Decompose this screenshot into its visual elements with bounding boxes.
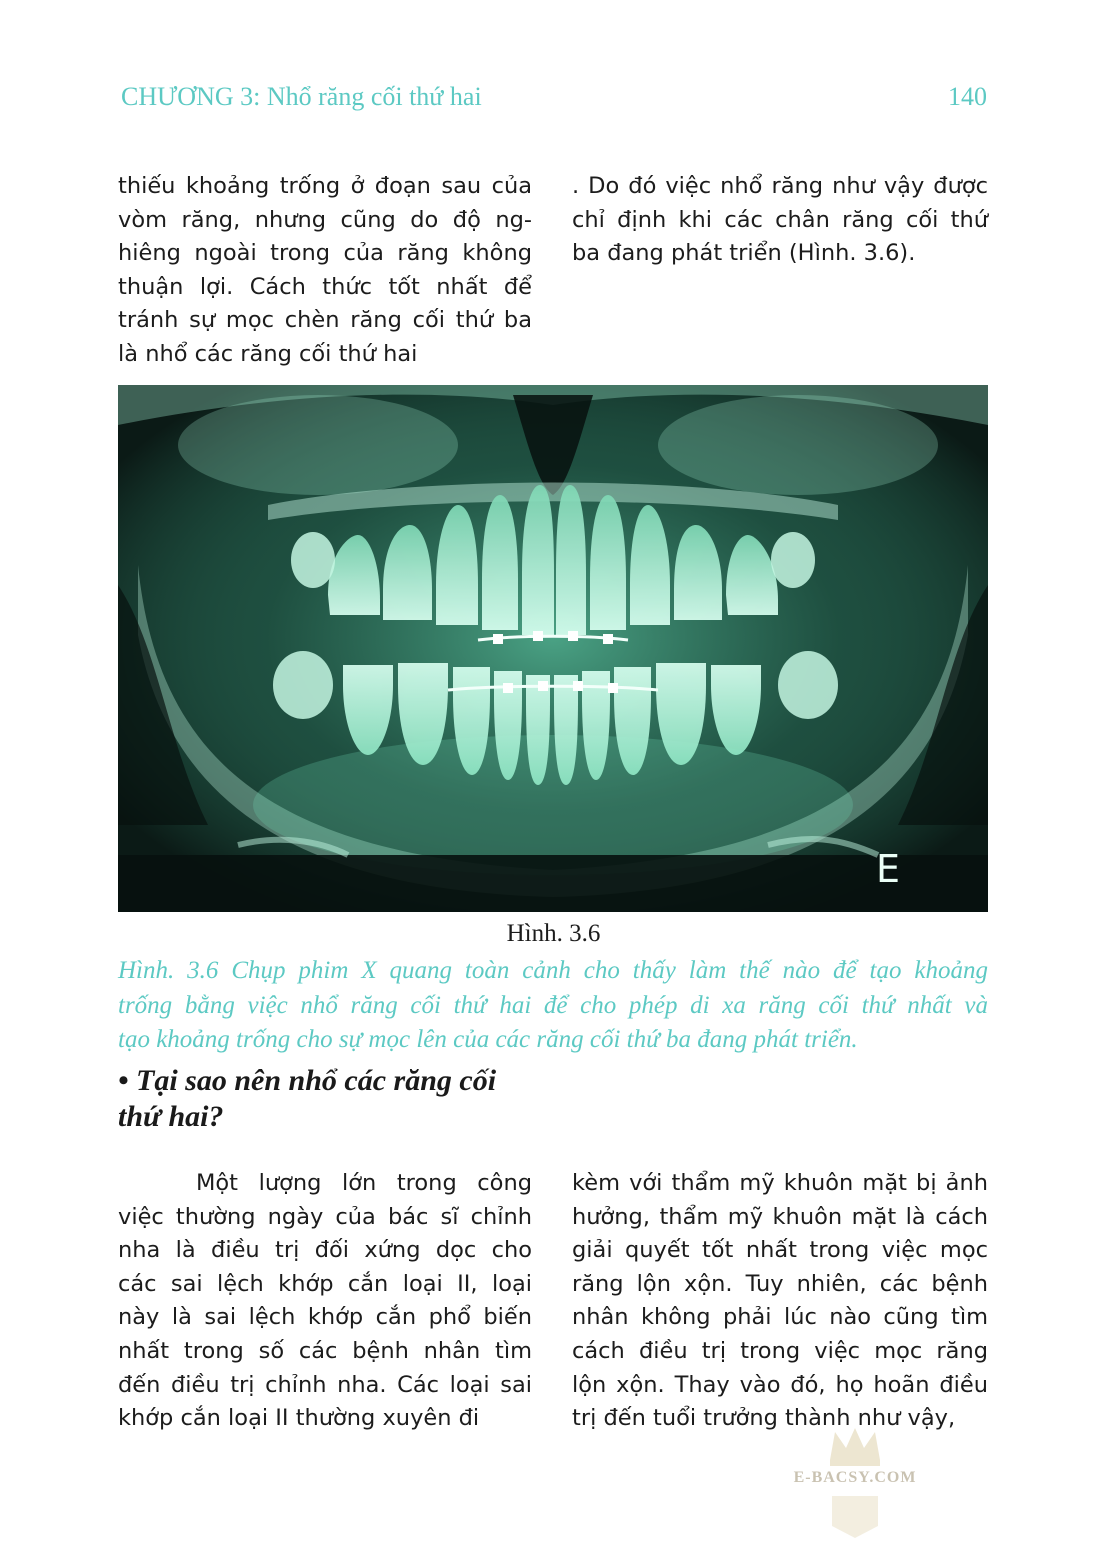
bottom-left-column xyxy=(118,1167,532,1436)
text-line: . Do đó việc nhổ răng như vậy được xyxy=(572,173,988,199)
text-line: việc thường ngày của bác sĩ chỉnh xyxy=(118,1203,532,1230)
text-line: cách điều trị trong việc mọc răng xyxy=(572,1337,988,1364)
figure-caption xyxy=(118,954,988,1058)
top-right-column xyxy=(572,170,988,271)
text-line: thuận lợi. Cách thức tốt nhất để xyxy=(118,273,532,300)
watermark-text: E-BACSY.COM xyxy=(793,1469,917,1486)
text-line: Một lượng lớn trong công xyxy=(196,1170,532,1196)
page-number: 140 xyxy=(948,82,987,111)
text-line: răng lộn xộn. Tuy nhiên, các bệnh xyxy=(572,1270,988,1297)
chapter-title: CHƯƠNG 3: Nhổ răng cối thứ hai xyxy=(121,82,482,111)
text-line: đến điều trị chỉnh nha. Các loại sai xyxy=(118,1371,532,1398)
bottom-right-column xyxy=(572,1167,988,1436)
text-line: nhất trong số các bệnh nhân tìm xyxy=(118,1337,532,1364)
text-line: nha là điều trị đối xứng dọc cho xyxy=(118,1237,532,1264)
figure-label: Hình. 3.6 xyxy=(506,920,601,947)
text-line: này là sai lệch khớp cắn phổ biến xyxy=(118,1304,532,1331)
watermark-logo xyxy=(790,1400,920,1540)
text-line: lộn xộn. Thay vào đó, họ hoãn điều xyxy=(572,1371,988,1398)
caption-line: Hình. 3.6 Chụp phim X quang toàn cảnh cho thấy làm thế nào để tạo khoảng xyxy=(118,957,988,984)
text-line: là nhổ các răng cối thứ hai xyxy=(118,340,418,367)
text-line: vòm răng, nhưng cũng do độ ng- xyxy=(118,206,532,233)
text-line: tránh sự mọc chèn răng cối thứ ba xyxy=(118,307,532,334)
page-header xyxy=(121,82,987,116)
caption-line: trống bằng việc nhổ răng cối thứ hai để cho phép di xa răng cối thứ nhất và xyxy=(118,991,988,1019)
text-line: khớp cắn loại II thường xuyên đi xyxy=(118,1405,480,1432)
text-line: thiếu khoảng trống ở đoạn sau của xyxy=(118,173,532,199)
text-line: trị đến tuổi trưởng thành như vậy, xyxy=(572,1405,956,1432)
text-line: các sai lệch khớp cắn loại II, loại xyxy=(118,1270,532,1297)
text-line: chỉ định khi các chân răng cối thứ xyxy=(572,206,988,233)
text-line: giải quyết tốt nhất trong việc mọc xyxy=(572,1237,988,1264)
panoramic-xray-image xyxy=(118,385,988,912)
heading-line: thứ hai? xyxy=(118,1100,224,1133)
section-heading xyxy=(118,1063,558,1135)
caption-line: tạo khoảng trống cho sự mọc lên của các răng cối thứ ba đang phát triển. xyxy=(118,1026,858,1053)
xray-illustration xyxy=(118,385,988,912)
text-line: hiêng ngoài trong của răng không xyxy=(118,240,532,267)
text-line: ba đang phát triển (Hình. 3.6). xyxy=(572,240,916,267)
text-line: kèm với thẩm mỹ khuôn mặt bị ảnh xyxy=(572,1170,988,1196)
xray-marker-letter: E xyxy=(876,847,901,891)
top-left-column xyxy=(118,170,532,372)
text-line: hưởng, thẩm mỹ khuôn mặt là cách xyxy=(572,1203,988,1230)
heading-line: • Tại sao nên nhổ các răng cối xyxy=(118,1064,497,1097)
text-line: nhân không phải lúc nào cũng tìm xyxy=(572,1304,988,1331)
